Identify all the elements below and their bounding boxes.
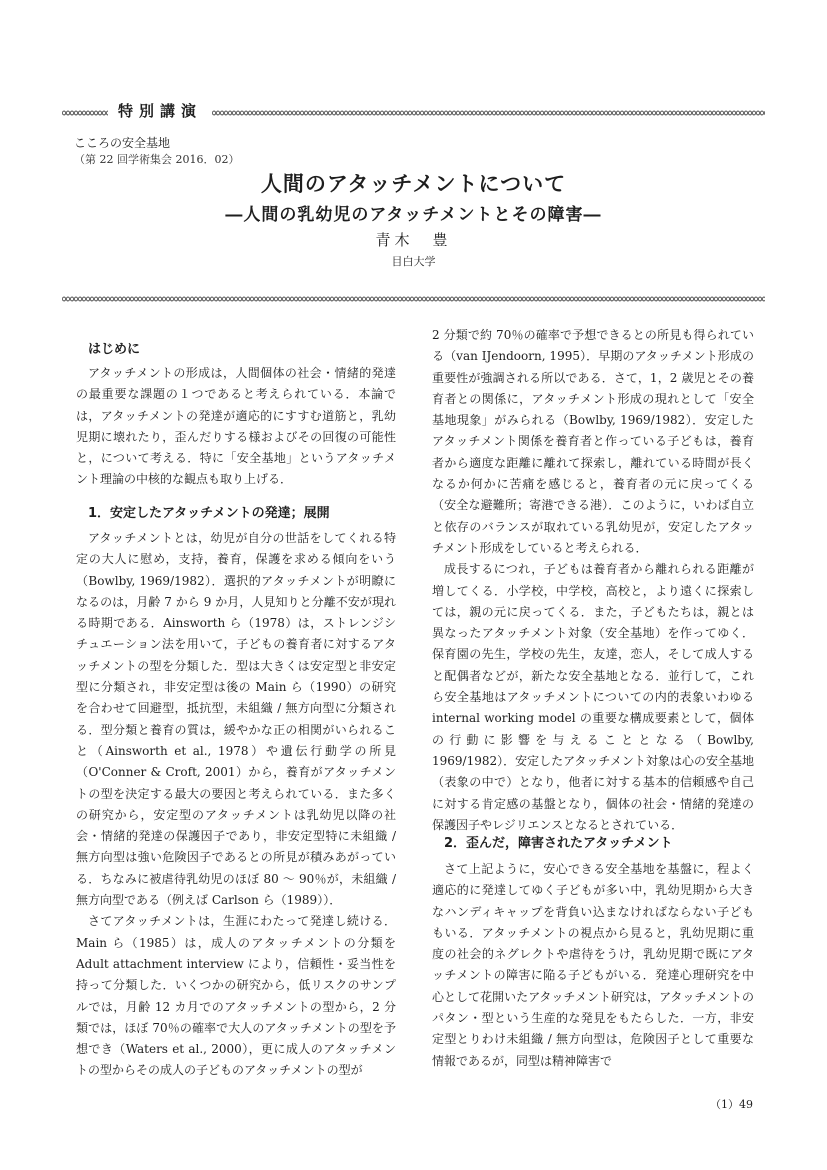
author-affiliation: 目白大学 <box>391 255 436 268</box>
paragraph: アタッチメントとは，幼児が自分の世話をしてくれる特定の大人に慰め，支持，養育，保護を求める傾向をいう（Bowlby, 1969/1982）．選択的アタッチメントが明瞭になるのは，月齢 7 から 9 か月，人見知りと分離不安が現れる時期である．Ainsworth ら（1978）は，ストレンジシチュエーション法を用いて，子どもの養育者に対するアタッチメントの型を分類した．型は大きくは安定型と非安定型に分類され，非安定型は後の Main ら（1990）の研究を合わせて回避型，抵抗型，未組織 / 無方向型に分類される．型分類と養育の質は，緩やかな正の相関がいられること（Ainsworth et al., 1978）や遺伝行動学の所見（O'Conner & Croft, 2001）から，養育がアタッチメントの型を決定する最大の要因と考えられている．また多くの研究から，安定型のアタッチメントは乳幼児以降の社会・情緒的発達の保護因子であり，非安定型特に未組織 / 無方向型は強い危険因子であるとの所見が積みあがっている．ちなみに被虐待乳幼児のほぼ 80 〜 90％が，未組織 / 無方向型である（例えば Carlson ら（1989））． <box>76 531 396 908</box>
article-subtitle: ―人間の乳幼児のアタッチメントとその障害― <box>225 205 602 225</box>
section-banner: 特別講演 <box>118 102 203 120</box>
page-number: （1）49 <box>710 1098 753 1111</box>
section-heading-1: 1．安定したアタッチメントの発達；展開 <box>88 506 330 521</box>
article-title: 人間のアタッチメントについて <box>260 171 567 196</box>
paragraph: アタッチメントの形成は，人間個体の社会・情緒的発達の最重要な課題の１つであると考えられている．本論では，アタッチメントの発達が適応的にすすむ道筋と，乳幼児期に壊れたり，歪んだりする様およびその回復の可能性と，について考える．特に「安全基地」というアタッチメント理論の中核的な観点も取り上げる． <box>76 366 396 487</box>
decorative-wave-rule <box>62 109 108 117</box>
paragraph: さて上記ように，安心できる安全基地を基盤に，程よく適応的に発達してゆく子どもが多い中，乳幼児期から大きなハンディキャップを背負い込まなければならない子どももいる．アタッチメントの視点から見ると，乳幼児期に重度の社会的ネグレクトや虐待をうけ，乳幼児期で既にアタッチメントの障害に陥る子どもがいる．発達心理研究を中心として花開いたアタッチメント研究は，アタッチメントのパタン・型という生産的な発見をもたらした．一方，非安定型とりわけ未組織 / 無方向型は，危険因子として重要な情報であるが，同型は精神障害で <box>432 862 754 1068</box>
paragraph: さてアタッチメントは，生涯にわたって発達し続ける．Main ら（1985）は，成人のアタッチメントの分類を Adult attachment interview により，信頼性・妥当性を持って分類した．いくつかの研究から，低リスクのサンプルでは，月齢 12 カ月でのアタッチメントの型から，2 分類では，ほぼ 70％の確率で大人のアタッチメントの型を予想でき（Waters et al., 2000），更に成人のアタッチメントの型からその成人の子どものアタッチメントの型が <box>76 914 396 1078</box>
journal-name: こころの安全基地 <box>74 136 171 150</box>
decorative-wave-rule <box>62 295 765 303</box>
section-heading-2: 2．歪んだ，障害されたアタッチメント <box>444 836 673 851</box>
decorative-wave-rule <box>212 109 765 117</box>
paragraph: 成長するにつれ，子どもは養育者から離れられる距離が増してくる．小学校，中学校，高校と，より遠くに探索しては，親の元に戻ってくる．また，子どもたちは，親とは異なったアタッチメント対象（安全基地）を作ってゆく．保育園の先生，学校の先生，友達，恋人，そして成人すると配偶者などが，新たな安全基地となる．並行して，これら安全基地はアタッチメントについての内的表象いわゆる internal working model の重要な構成要素として，個体の行動に影響を与えることとなる（Bowlby, 1969/1982）．安定したアタッチメント対象は心の安全基地（表象の中で）となり，他者に対する基本的信頼感や自己に対する肯定感の基盤となり，個体の社会・情緒的発達の保護因子やレジリエンスとなるとされている． <box>432 562 754 832</box>
author-name: 青木 豊 <box>375 231 452 249</box>
paragraph: 2 分類で約 70％の確率で予想できるとの所見も得られている（van IJendoorn, 1995）．早期のアタッチメント形成の重要性が強調される所以である．さて，1，2 歳児とその養育者との関係に，アタッチメント形成の現れとして「安全基地現象」がみられる（Bowlby, 1969/1982）．安定したアタッチメント関係を養育者と作っている子どもは，養育者から適度な距離に離れて探索し，離れている時間が長くなるか何かに苦痛を感じると，養育者の元に戻ってくる（安全な避難所；寄港できる港）．このように，いわば自立と依存のバランスが取れている乳幼児が，安定したアタッチメント形成をしていると考えられる． <box>432 328 754 555</box>
section-heading-intro: はじめに <box>88 342 141 357</box>
meeting-info: （第 22 回学術集会 2016．02） <box>74 153 240 166</box>
